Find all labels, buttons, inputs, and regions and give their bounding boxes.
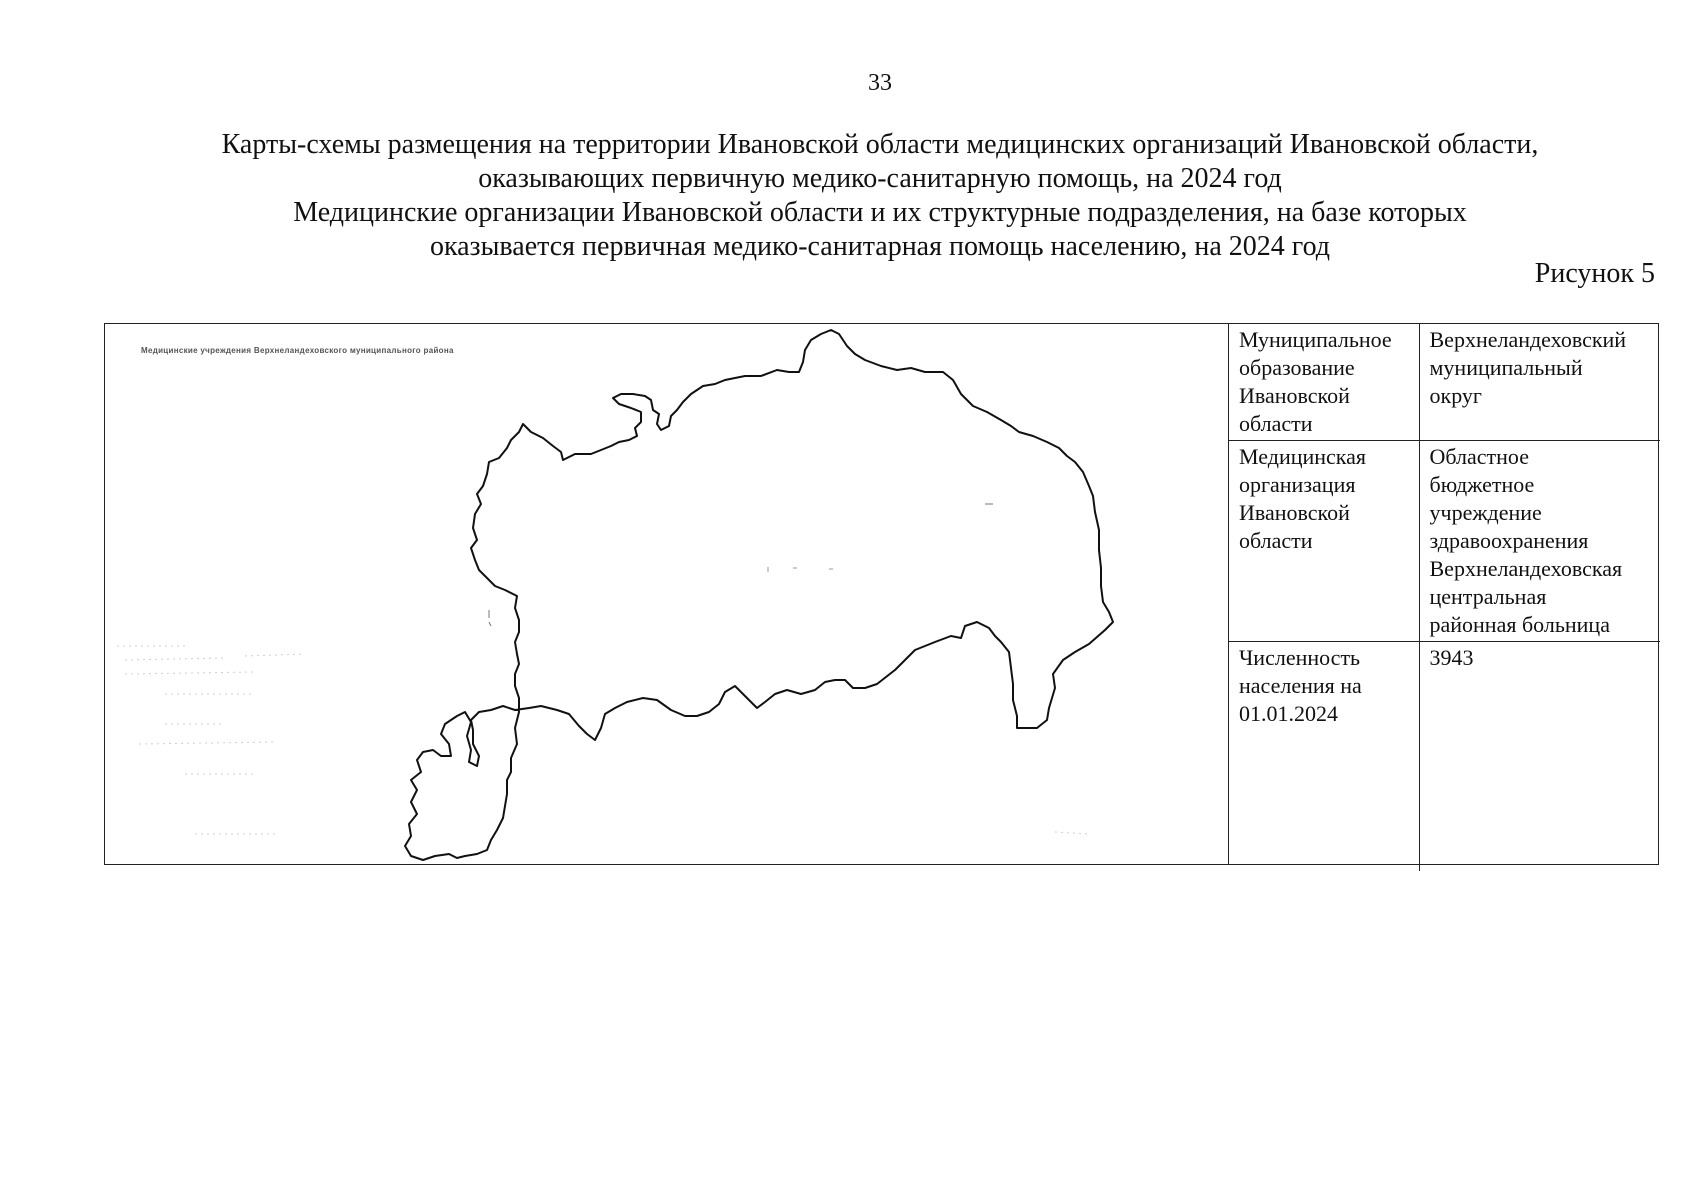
title-line-3: Медицинские организации Ивановской области и их структурные подразделения, на базе которых xyxy=(293,197,1467,228)
map-caption: Медицинские учреждения Верхнеландеховского муниципального района xyxy=(141,346,454,355)
cell-text: области xyxy=(1239,528,1313,553)
title-line-1: Карты-схемы размещения на территории Ивановской области медицинских организаций Ивановской области, xyxy=(221,129,1539,160)
district-boundary xyxy=(405,330,1113,860)
row-label-municipality xyxy=(1229,324,1419,441)
cell-text: здравоохранения xyxy=(1429,528,1589,553)
cell-text: учреждение xyxy=(1429,500,1542,525)
district-inner-marker-1 xyxy=(768,567,833,572)
cell-text: Ивановской xyxy=(1239,383,1350,408)
cell-text: населения на xyxy=(1239,673,1362,698)
table-row xyxy=(1229,642,1660,871)
row-value-organization xyxy=(1419,441,1660,642)
cell-text: Областное xyxy=(1429,444,1529,469)
row-value-population xyxy=(1419,642,1660,871)
cell-text: Верхнеландеховский xyxy=(1429,327,1627,352)
cell-text: Ивановской xyxy=(1239,500,1350,525)
cell-text: 01.01.2024 xyxy=(1239,701,1338,726)
district-map xyxy=(105,324,1229,864)
district-boundary-map xyxy=(105,324,1229,864)
figure-frame xyxy=(104,323,1659,865)
cell-text: районная больница xyxy=(1429,612,1610,637)
row-label-organization xyxy=(1229,441,1419,642)
info-table xyxy=(1229,324,1660,871)
cell-text: образование xyxy=(1239,355,1355,380)
cell-text: центральная xyxy=(1429,584,1547,609)
page-number: 33 xyxy=(868,70,892,96)
cell-text: Верхнеландеховская xyxy=(1429,556,1623,581)
cell-text: Медицинская xyxy=(1239,444,1367,469)
faint-map-markings xyxy=(117,646,1089,834)
row-value-municipality xyxy=(1419,324,1660,441)
table-row xyxy=(1229,441,1660,642)
cell-text: бюджетное xyxy=(1429,472,1535,497)
row-label-population xyxy=(1229,642,1419,871)
cell-text: области xyxy=(1239,411,1313,436)
page-title xyxy=(0,128,1697,264)
cell-text: организация xyxy=(1239,472,1356,497)
cell-text: Муниципальное xyxy=(1239,327,1392,352)
cell-text: Численность xyxy=(1239,645,1361,670)
title-line-4: оказывается первичная медико-санитарная помощь населению, на 2024 год xyxy=(429,231,1331,262)
cell-text: 3943 xyxy=(1429,645,1474,670)
figure-label: Рисунок 5 xyxy=(1534,258,1655,289)
title-line-2: оказывающих первичную медико-санитарную помощь, на 2024 год xyxy=(478,163,1282,194)
table-row xyxy=(1229,324,1660,441)
cell-text: округ xyxy=(1429,383,1482,408)
district-inner-marker-2 xyxy=(489,504,993,626)
cell-text: муниципальный xyxy=(1429,355,1583,380)
